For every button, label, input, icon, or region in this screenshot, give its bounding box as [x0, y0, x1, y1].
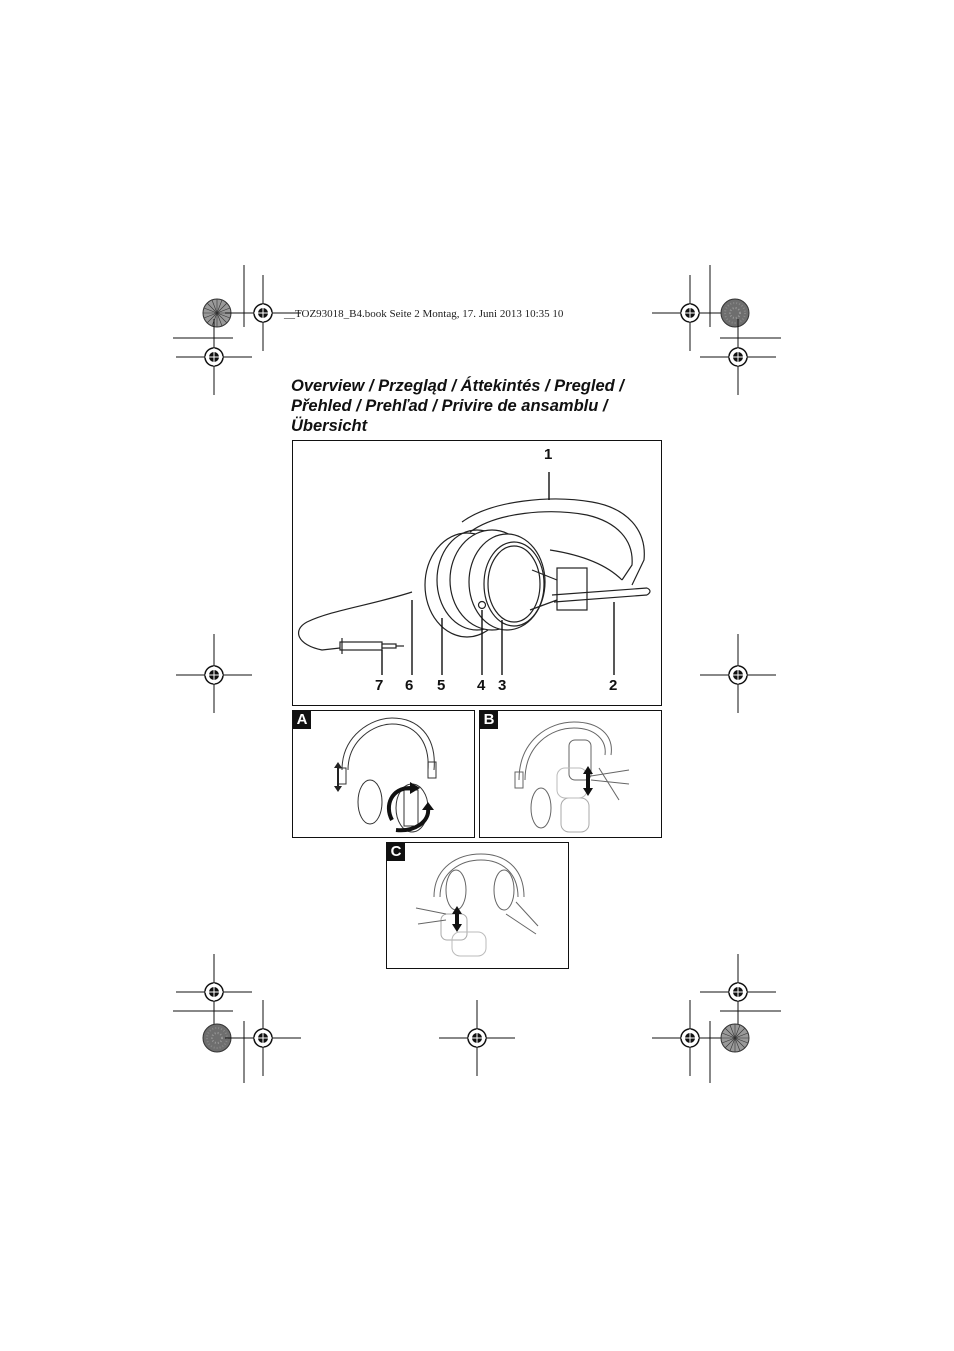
panel-b-label: B [480, 711, 498, 729]
panel-c-illustration [386, 842, 569, 969]
panel-b-illustration [479, 710, 662, 838]
label-4: 4 [477, 677, 486, 694]
print-header: __TOZ93018_B4.book Seite 2 Montag, 17. Juni 2013 10:35 10 [284, 308, 564, 320]
title-line-2: Přehled / Prehľad / Privire de ansamblu / [291, 397, 608, 415]
title-line-3: Übersicht [291, 417, 368, 435]
headphones-illustration [292, 440, 662, 706]
label-3: 3 [498, 677, 507, 694]
label-6: 6 [405, 677, 414, 694]
panel-a-illustration [292, 710, 475, 838]
panel-c-label: C [387, 843, 405, 861]
panel-a-label: A [293, 711, 311, 729]
label-2: 2 [609, 677, 618, 694]
label-5: 5 [437, 677, 446, 694]
page-title [291, 376, 671, 436]
label-7: 7 [375, 677, 384, 694]
label-1: 1 [544, 446, 553, 463]
title-line-1: Overview / Przegląd / Áttekintés / Pregled / [291, 377, 624, 395]
